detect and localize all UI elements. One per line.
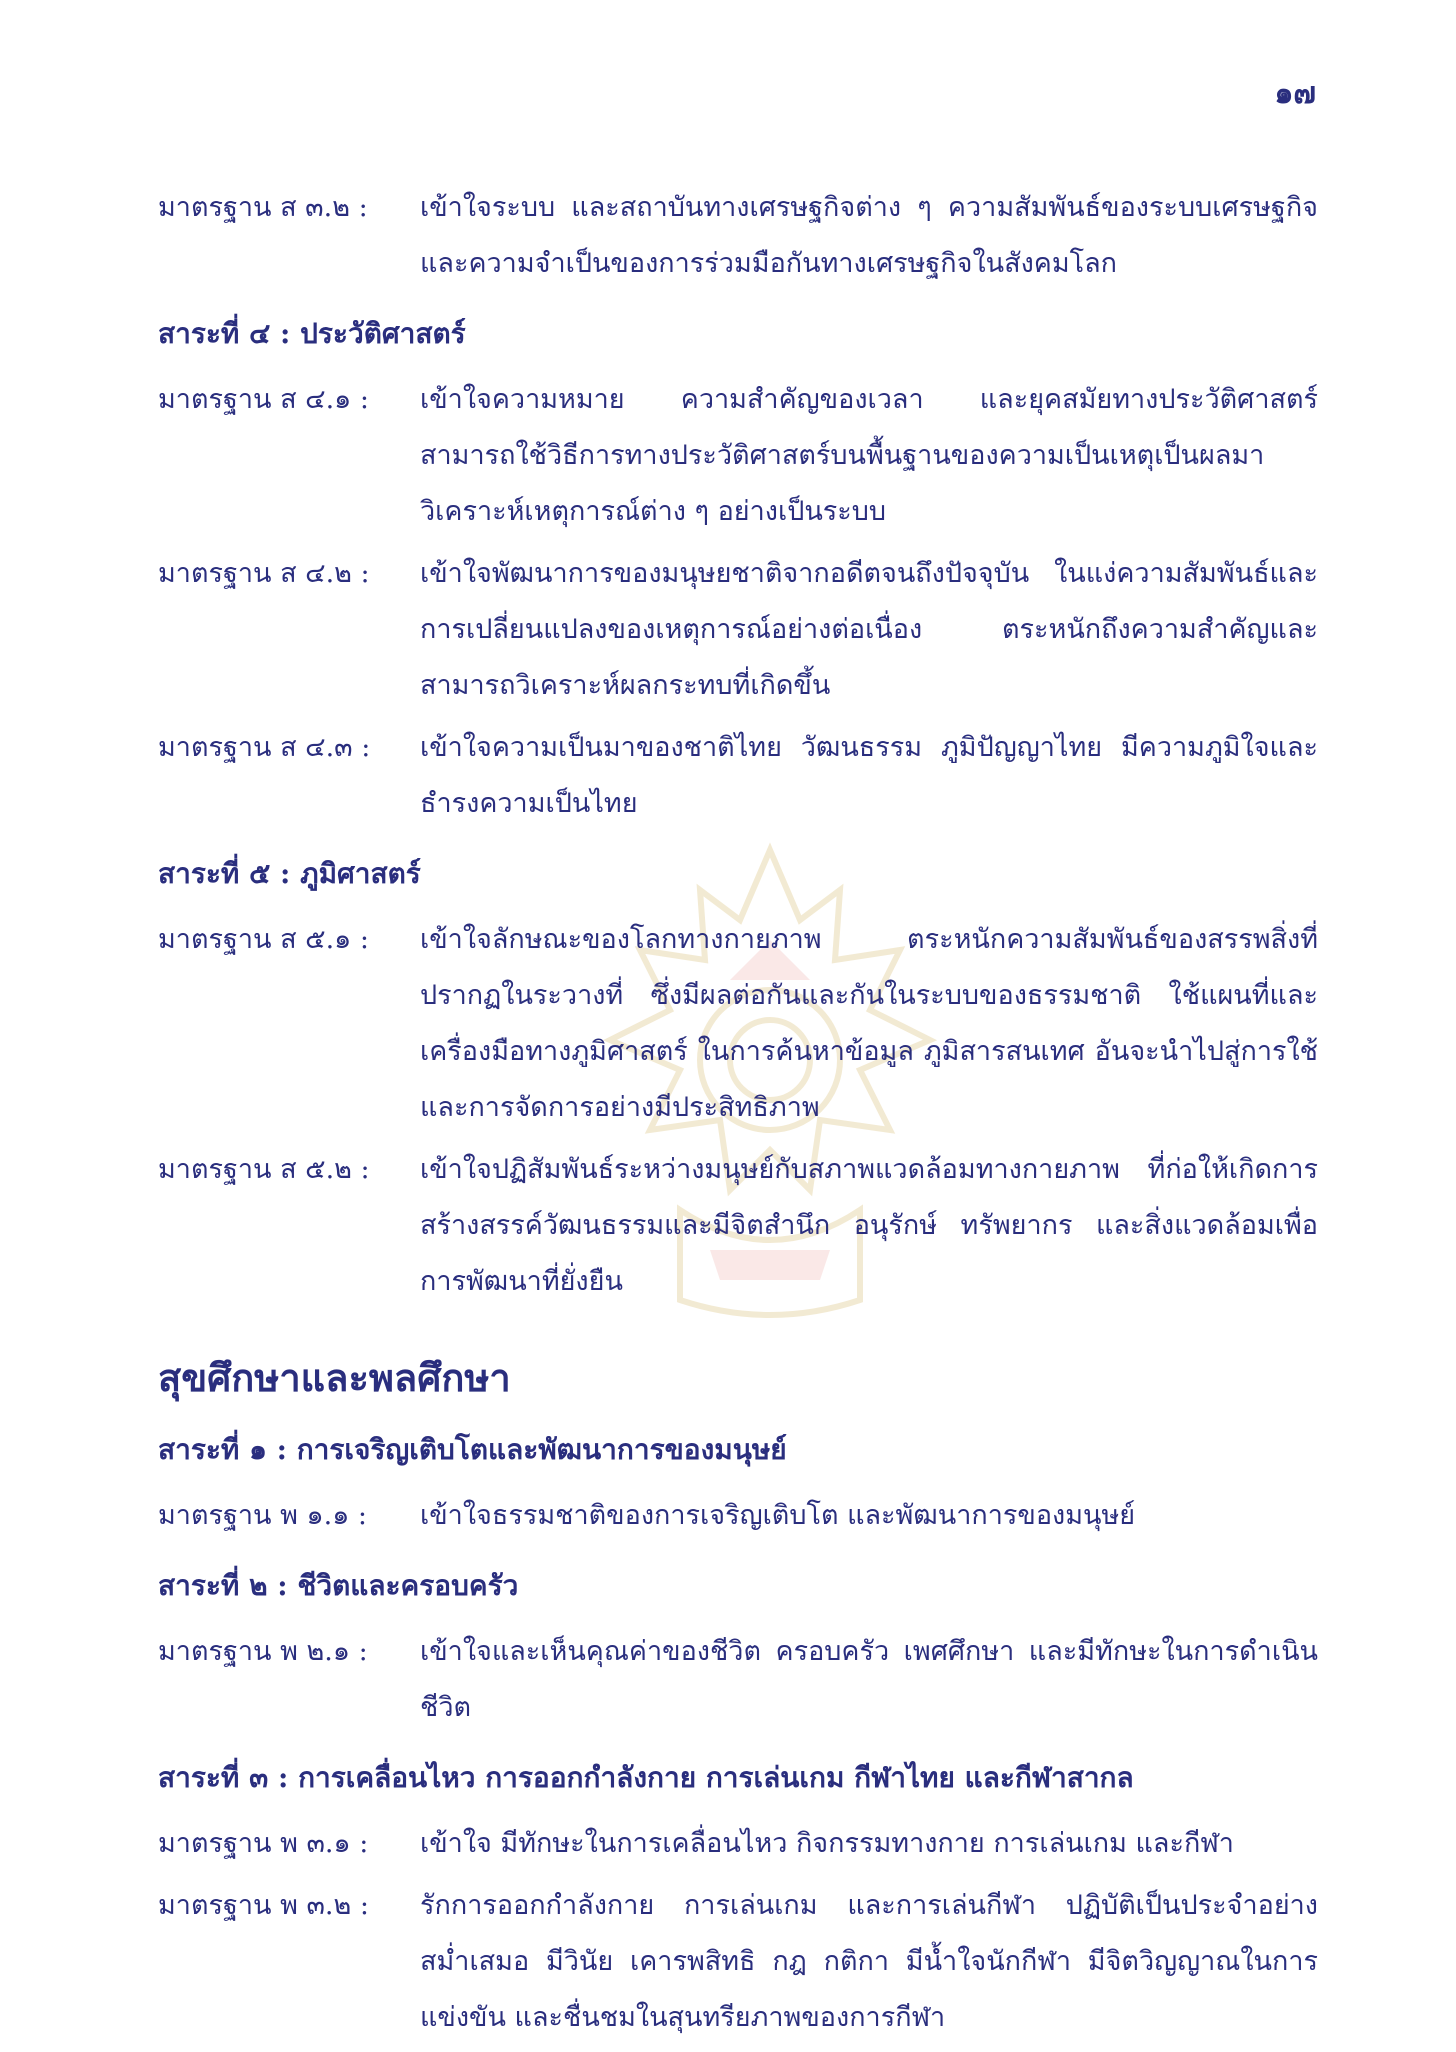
standard-text: เข้าใจปฏิสัมพันธ์ระหว่างมนุษย์กับสภาพแวดล้อมทางกายภาพ ที่ก่อให้เกิดการสร้างสรรค์วัฒนธรรมและมีจิตสำนึก อนุรักษ์ ทรัพยากร และสิ่งแวดล้อมเพื่อการพัฒนาที่ยั่งยืน [420,1154,1318,1297]
strand-heading: สาระที่ ๓ : การเคลื่อนไหว การออกกำลังกาย การเล่นเกม กีฬาไทย และกีฬาสากล [158,1761,1134,1794]
standard-text: เข้าใจ มีทักษะในการเคลื่อนไหว กิจกรรมทางกาย การเล่นเกม และกีฬา [420,1828,1234,1859]
standard-text: เข้าใจความเป็นมาของชาติไทย วัฒนธรรม ภูมิปัญญาไทย มีความภูมิใจและธำรงความเป็นไทย [420,732,1318,819]
strand-heading: สาระที่ ๒ : ชีวิตและครอบครัว [158,1569,519,1602]
standard-text: เข้าใจลักษณะของโลกทางกายภาพ ตระหนักความสัมพันธ์ของสรรพสิ่งที่ปรากฏในระวางที่ ซึ่งมีผลต่อกันและกันในระบบของธรรมชาติ ใช้แผนที่และเครื่องมือทางภูมิศาสตร์ ในการค้นหาข้อมูล ภูมิสารสนเทศ อันจะนำไปสู่การใช้ และการจัดการอย่างมีประสิทธิภาพ [420,924,1318,1123]
strand-heading: สาระที่ ๑ : การเจริญเติบโตและพัฒนาการของมนุษย์ [158,1433,787,1466]
standard-text: เข้าใจความหมาย ความสำคัญของเวลา และยุคสมัยทางประวัติศาสตร์ สามารถใช้วิธีการทางประวัติศาสตร์บนพื้นฐานของความเป็นเหตุเป็นผลมาวิเคราะห์เหตุการณ์ต่าง ๆ อย่างเป็นระบบ [420,384,1318,527]
standard-row [158,180,1318,292]
standard-label: มาตรฐาน พ ๓.๒ : [158,1890,369,1921]
standard-row [158,546,1318,714]
document-body [158,180,1318,2052]
standard-text: เข้าใจระบบ และสถาบันทางเศรษฐกิจต่าง ๆ ความสัมพันธ์ของระบบเศรษฐกิจ และความจำเป็นของการร่วมมือกันทางเศรษฐกิจในสังคมโลก [420,192,1318,279]
strand-heading: สาระที่ ๔ : ประวัติศาสตร์ [158,317,466,350]
standard-text: เข้าใจและเห็นคุณค่าของชีวิต ครอบครัว เพศศึกษา และมีทักษะในการดำเนินชีวิต [420,1636,1318,1723]
standard-row [158,720,1318,832]
standard-label: มาตรฐาน ส ๕.๑ : [158,924,369,955]
standard-label: มาตรฐาน ส ๔.๓ : [158,732,371,763]
standard-row [158,1878,1318,2046]
standard-row [158,1624,1318,1736]
standard-label: มาตรฐาน ส ๔.๒ : [158,558,370,589]
standard-text: เข้าใจธรรมชาติของการเจริญเติบโต และพัฒนาการของมนุษย์ [420,1500,1136,1531]
standard-row [158,1488,1318,1544]
standard-row [158,1816,1318,1872]
standard-label: มาตรฐาน พ ๒.๑ : [158,1636,368,1667]
strand-heading: สาระที่ ๕ : ภูมิศาสตร์ [158,857,421,890]
standard-label: มาตรฐาน ส ๕.๒ : [158,1154,370,1185]
page-number: ๑๗ [1274,76,1316,111]
standard-text: รักการออกกำลังกาย การเล่นเกม และการเล่นกีฬา ปฏิบัติเป็นประจำอย่างสม่ำเสมอ มีวินัย เคารพสิทธิ กฎ กติกา มีน้ำใจนักกีฬา มีจิตวิญญาณในการแข่งขัน และชื่นชมในสุนทรียภาพของการกีฬา [420,1890,1318,2033]
standard-label: มาตรฐาน พ ๓.๑ : [158,1828,369,1859]
section-title: สุขศึกษาและพลศึกษา [158,1355,511,1400]
standard-label: มาตรฐาน ส ๓.๒ : [158,192,368,223]
standard-label: มาตรฐาน ส ๔.๑ : [158,384,369,415]
standard-row [158,372,1318,540]
standard-text: เข้าใจพัฒนาการของมนุษยชาติจากอดีตจนถึงปัจจุบัน ในแง่ความสัมพันธ์และการเปลี่ยนแปลงของเหตุการณ์อย่างต่อเนื่อง ตระหนักถึงความสำคัญและสามารถวิเคราะห์ผลกระทบที่เกิดขึ้น [420,558,1318,701]
standard-row [158,912,1318,1136]
standard-label: มาตรฐาน พ ๑.๑ : [158,1500,368,1531]
standard-row [158,1142,1318,1310]
